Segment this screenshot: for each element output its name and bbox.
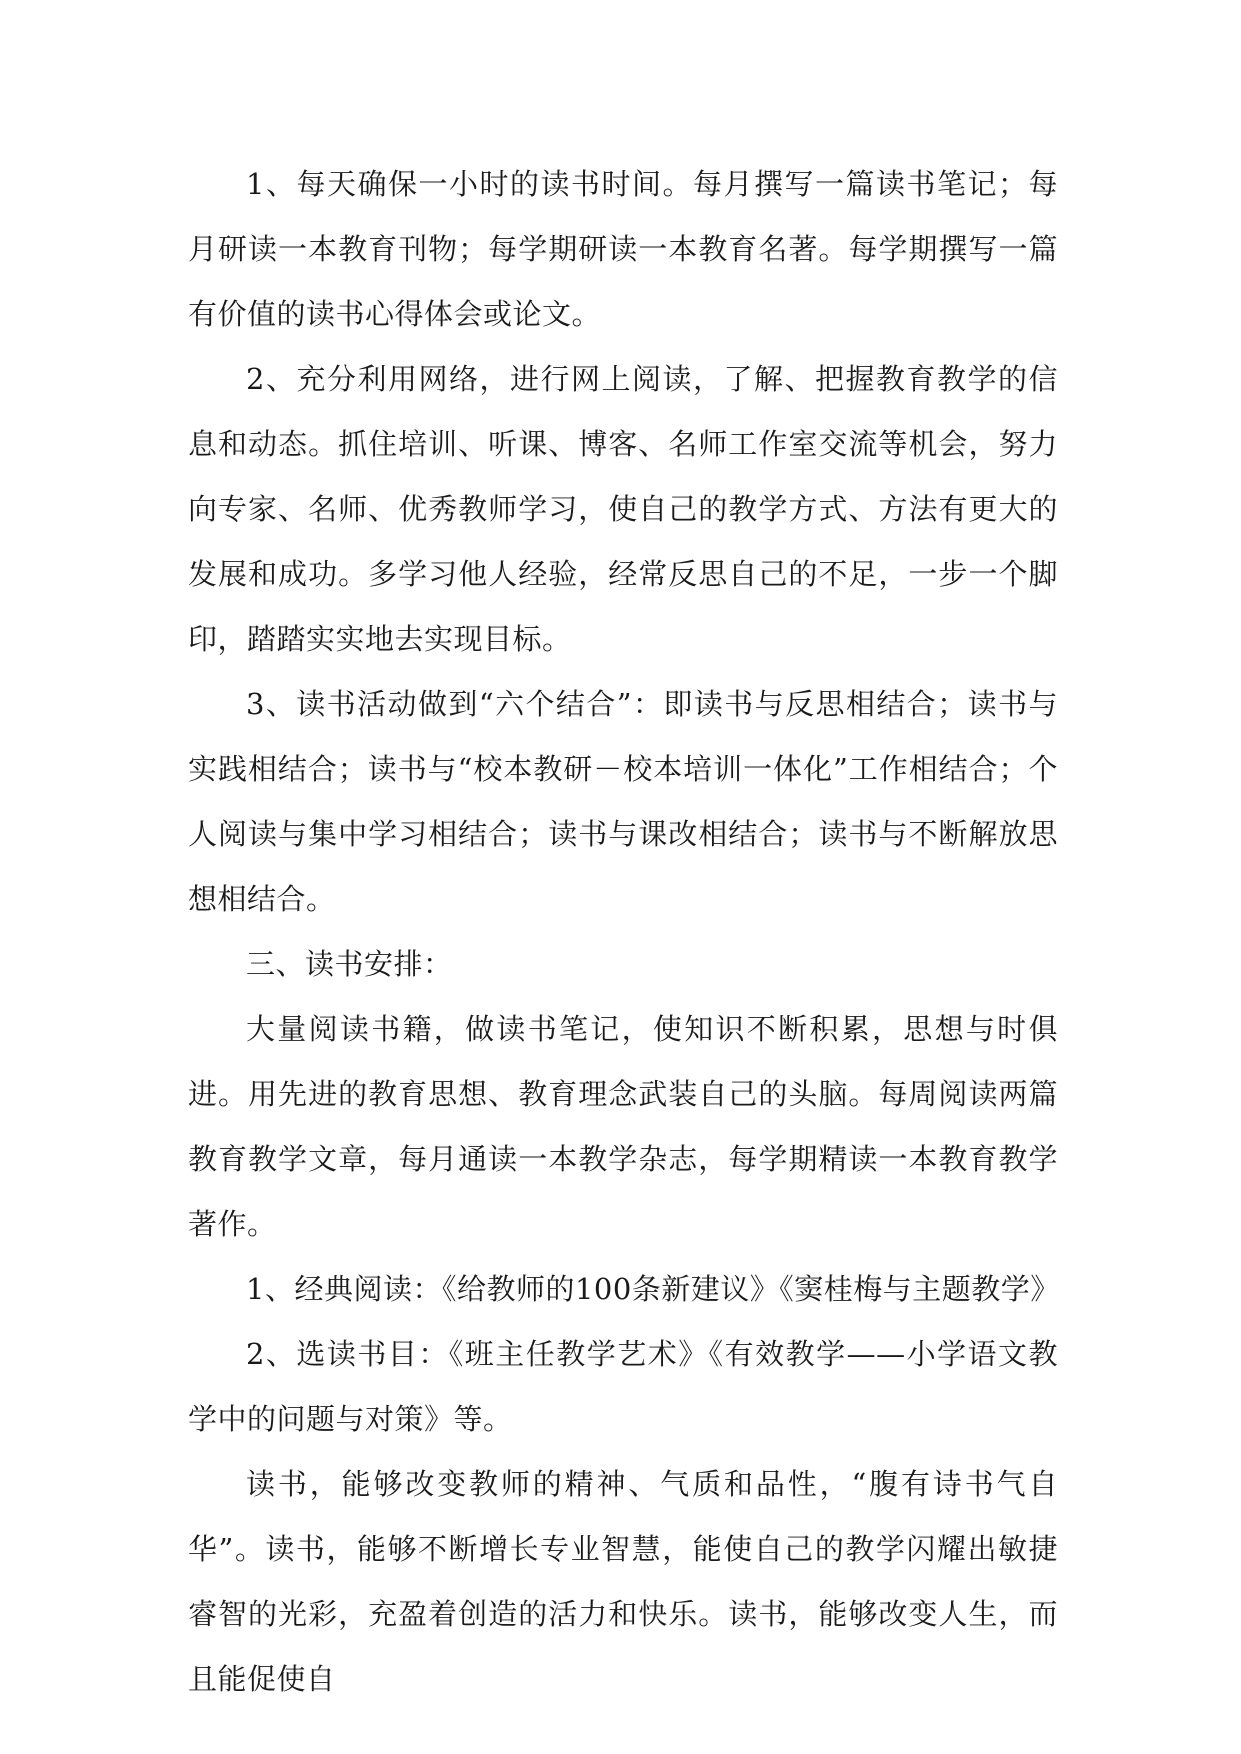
paragraph-selected-books: 2、选读书目：《班主任教学艺术》《有效教学——小学语文教学中的问题与对策》等。 bbox=[188, 1337, 1058, 1436]
paragraph-reading-benefits: 读书，能够改变教师的精神、气质和品性，“腹有诗书气自华”。读书，能够不断增长专业智慧，能使自己的教学闪耀出敏捷睿智的光彩，充盈着创造的活力和快乐。读书，能够改变人生，而且能促使自 bbox=[188, 1467, 1058, 1696]
paragraph-reading-plan: 大量阅读书籍，做读书笔记，使知识不断积累，思想与时俱进。用先进的教育思想、教育理念武装自己的头脑。每周阅读两篇教育教学文章，每月通读一本教学杂志，每学期精读一本教育教学著作。 bbox=[188, 1012, 1058, 1241]
section-heading-reading-arrangement: 三、读书安排： bbox=[246, 947, 453, 981]
paragraph-six-combinations: 3、读书活动做到“六个结合”：即读书与反思相结合；读书与实践相结合；读书与“校本教研－校本培训一体化”工作相结合；个人阅读与集中学习相结合；读书与课改相结合；读书与不断解放思想相结合。 bbox=[188, 687, 1058, 916]
paragraph-online-reading: 2、充分利用网络，进行网上阅读，了解、把握教育教学的信息和动态。抓住培训、听课、博客、名师工作室交流等机会，努力向专家、名师、优秀教师学习，使自己的教学方式、方法有更大的发展和成功。多学习他人经验，经常反思自己的不足，一步一个脚印，踏踏实实地去实现目标。 bbox=[188, 362, 1058, 656]
paragraph-daily-reading: 1、每天确保一小时的读书时间。每月撰写一篇读书笔记；每月研读一本教育刊物；每学期研读一本教育名著。每学期撰写一篇有价值的读书心得体会或论文。 bbox=[188, 167, 1058, 331]
paragraph-classic-reading: 1、经典阅读：《给教师的100条新建议》《窦桂梅与主题教学》 bbox=[246, 1272, 1060, 1306]
document-body bbox=[188, 152, 1058, 1712]
